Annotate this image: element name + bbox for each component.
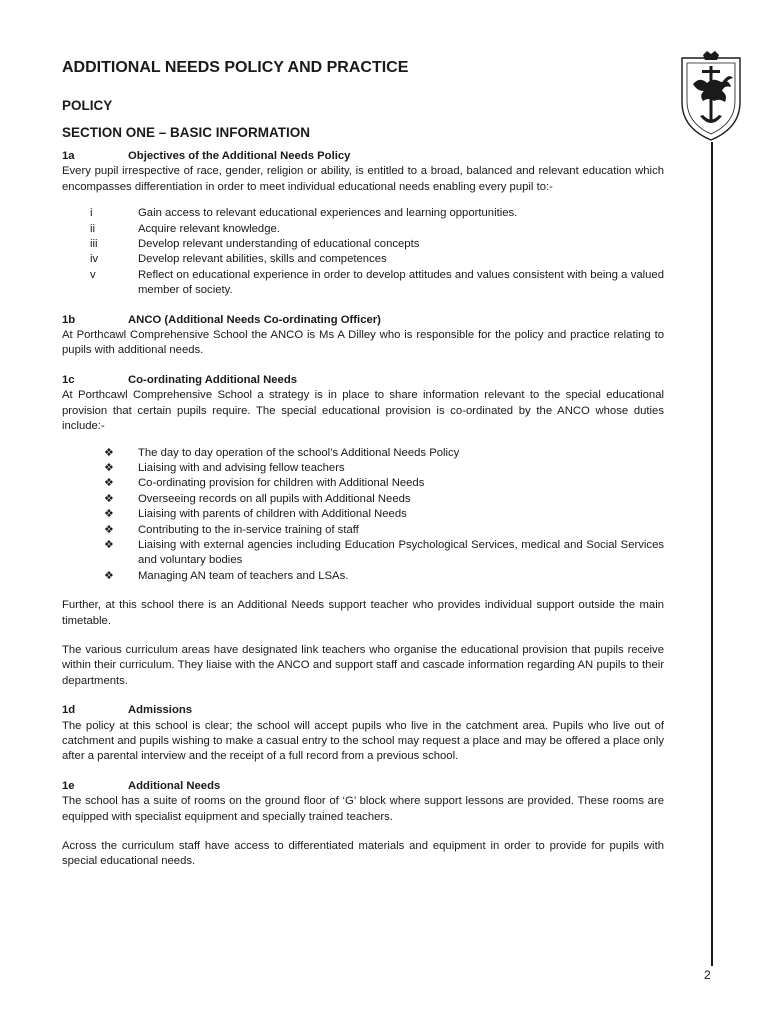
list-text: Acquire relevant knowledge. (138, 222, 280, 235)
list-text: Liaising with external agencies including Education Psychological Services, medical and Social Services and voluntary bodies (138, 538, 664, 567)
list-item (62, 206, 664, 221)
section-heading: SECTION ONE – BASIC INFORMATION (62, 125, 311, 140)
document-title: ADDITIONAL NEEDS POLICY AND PRACTICE (62, 59, 409, 76)
list-item (62, 538, 664, 569)
list-text: Gain access to relevant educational experiences and learning opportunities. (138, 207, 518, 220)
section-title: Co-ordinating Additional Needs (128, 373, 298, 386)
diamond-bullet-icon: ❖ (104, 492, 114, 505)
list-item (62, 461, 664, 476)
section-number: 1d (62, 704, 76, 717)
list-marker: v (90, 268, 96, 281)
section-header (62, 703, 664, 718)
diamond-bullet-icon: ❖ (104, 477, 114, 490)
list-text: Managing AN team of teachers and LSAs. (138, 569, 349, 582)
paragraph: At Porthcawl Comprehensive School the ANCO is Ms A Dilley who is responsible for the policy and practice relating to pupils with additional needs. (62, 329, 664, 357)
paragraph: The various curriculum areas have designated link teachers who organise the educational provision that pupils receive within their curriculum. They liaise with the ANCO and support staff and cascade information regarding AN pupils to their departments. (62, 643, 664, 687)
paragraph: The policy at this school is clear; the school will accept pupils who live in the catchment area. Pupils who live out of catchment and pupils wishing to make a casual entry to the school may request a place and may be offered a place only after a parental interview and the receipt of a full record from a previous school. (62, 719, 664, 763)
diamond-bullet-icon: ❖ (104, 461, 114, 474)
policy-heading: POLICY (62, 98, 113, 113)
list-text: Reflect on educational experience in order to develop attitudes and values consistent with being a valued member of society. (138, 268, 664, 297)
paragraph: Across the curriculum staff have access to differentiated materials and equipment in order to provide for pupils with special educational needs. (62, 840, 664, 868)
list-item (62, 268, 664, 299)
section-1e (62, 779, 664, 870)
paragraph: At Porthcawl Comprehensive School a strategy is in place to share information relevant to the special educational provision that certain pupils require. The special educational provision is co-ordinated by the ANCO whose duties include:- (62, 389, 664, 433)
paragraph: Every pupil irrespective of race, gender, religion or ability, is entitled to a broad, balanced and relevant education which encompasses differentiation in order to meet individual educational needs enabling every pupil to:- (62, 165, 664, 193)
list-text: Co-ordinating provision for children with Additional Needs (138, 477, 425, 490)
list-item (62, 446, 664, 461)
page-content (62, 58, 664, 879)
section-title: Objectives of the Additional Needs Policy (128, 150, 351, 162)
section-header (62, 313, 664, 328)
list-text: Develop relevant understanding of educational concepts (138, 238, 420, 251)
section-1d (62, 703, 664, 765)
section-title: Additional Needs (128, 779, 221, 792)
paragraph: The school has a suite of rooms on the ground floor of ‘G’ block where support lessons are provided. These rooms are equipped with specialist equipment and specially trained teachers. (62, 795, 664, 823)
section-1a (62, 149, 664, 299)
section-1b (62, 313, 664, 359)
section-title: ANCO (Additional Needs Co-ordinating Officer) (128, 313, 381, 326)
list-text: Contributing to the in-service training of staff (138, 523, 359, 536)
diamond-bullet-icon: ❖ (104, 446, 114, 459)
list-text: The day to day operation of the school’s Additional Needs Policy (138, 446, 460, 459)
section-number: 1c (62, 373, 75, 386)
page-number: 2 (704, 968, 711, 982)
diamond-bullet-icon: ❖ (104, 569, 114, 582)
list-text: Overseeing records on all pupils with Additional Needs (138, 492, 411, 505)
list-item (62, 569, 664, 584)
section-title: Admissions (128, 704, 193, 717)
section-1c (62, 373, 664, 689)
list-marker: ii (90, 222, 96, 235)
section-header (62, 779, 664, 794)
list-item (62, 252, 664, 267)
school-crest-icon (676, 50, 746, 142)
diamond-bullet-icon: ❖ (104, 538, 114, 551)
list-marker: iv (90, 253, 99, 266)
paragraph: Further, at this school there is an Additional Needs support teacher who provides individual support outside the main timetable. (62, 599, 664, 627)
diamond-bullet-icon: ❖ (104, 523, 114, 536)
list-text: Liaising with and advising fellow teachers (138, 461, 345, 474)
section-header (62, 149, 664, 164)
section-header (62, 373, 664, 388)
objectives-list (62, 206, 664, 298)
diamond-bullet-icon: ❖ (104, 508, 114, 521)
section-number: 1e (62, 779, 75, 792)
list-marker: i (90, 207, 93, 220)
list-text: Liaising with parents of children with Additional Needs (138, 508, 407, 521)
list-item (62, 476, 664, 491)
list-item (62, 507, 664, 522)
section-number: 1b (62, 313, 76, 326)
list-item (62, 222, 664, 237)
list-text: Develop relevant abilities, skills and competences (138, 253, 387, 266)
margin-rule (711, 142, 713, 966)
list-marker: iii (90, 238, 98, 251)
anco-duties-list (62, 446, 664, 585)
list-item (62, 523, 664, 538)
list-item (62, 237, 664, 252)
list-item (62, 492, 664, 507)
section-number: 1a (62, 150, 75, 162)
